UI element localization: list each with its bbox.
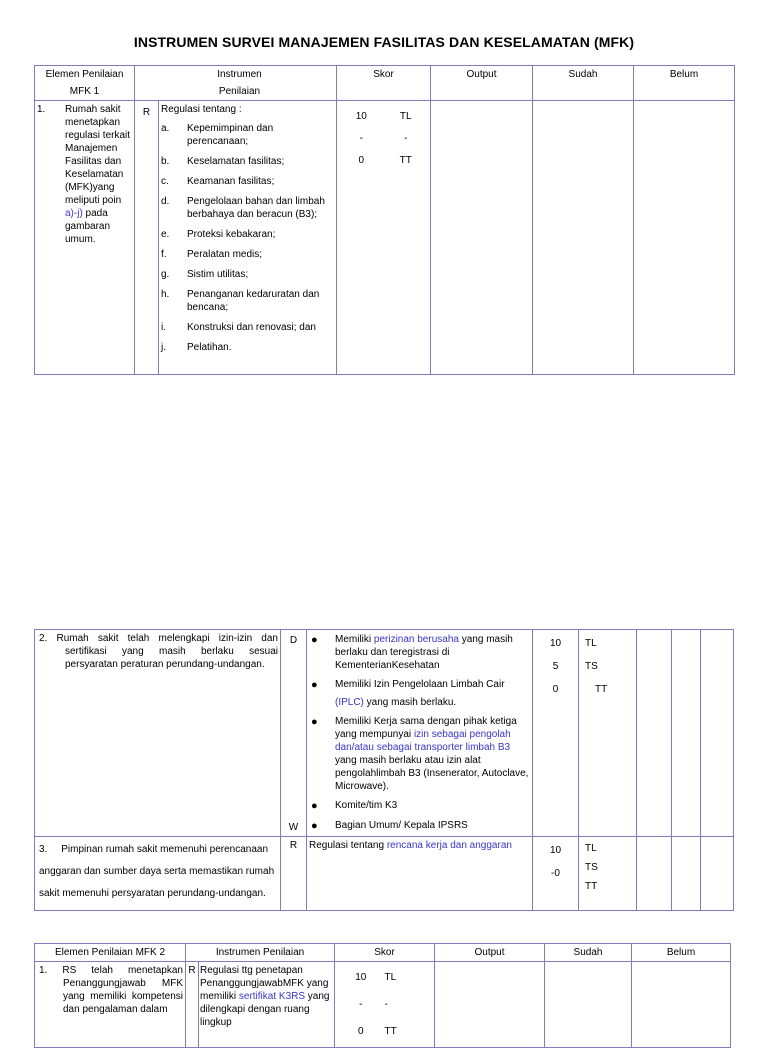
- header-output: Output: [431, 66, 533, 101]
- elemen-text: Pimpinan rumah sakit memenuhi perencanaan anggaran dan sumber daya serta memastikan rumah sakit memenuhi persyaratan perundang-undangan.: [39, 843, 275, 899]
- sudah-cell[interactable]: [533, 101, 634, 375]
- list-item: c. Keamanan fasilitas;: [161, 176, 275, 187]
- list-item: g. Sistim utilitas;: [161, 269, 249, 280]
- instrument-code: R: [135, 101, 159, 375]
- list-item: i. Konstruksi dan renovasi; dan: [161, 322, 316, 333]
- belum-cell[interactable]: [634, 101, 735, 375]
- table-row: [35, 836, 734, 910]
- elemen-cell: [37, 103, 132, 246]
- header-instrumen-sub: Penilaian: [218, 86, 261, 97]
- skor-labels: TL TS TT: [579, 630, 637, 837]
- list-item: d. Pengelolaan bahan dan limbah berbahaya dan beracun (B3);: [161, 196, 325, 220]
- header-sudah: Sudah: [545, 944, 632, 962]
- skor-values: 10 - 0 TL - TT: [355, 972, 397, 1037]
- header-belum: Belum: [634, 66, 735, 101]
- output-cell[interactable]: [431, 101, 533, 375]
- regulasi-text: Regulasi ttg penetapan PenanggungjawabMFK yang memiliki: [200, 965, 329, 1002]
- list-item: ● Bagian Umum/ Kepala IPSRS: [311, 820, 468, 833]
- header-belum: Belum: [632, 944, 731, 962]
- table-row: [35, 962, 731, 1048]
- table-row: [35, 630, 734, 837]
- skor-values: 10 5 0: [533, 630, 579, 837]
- skor-values: 10 - 0 TL - TT: [355, 111, 412, 166]
- regulasi-list: [161, 122, 334, 354]
- list-item: h. Penanganan kedaruratan dan bencana;: [161, 289, 320, 313]
- header-elemen: Elemen Penilaian: [45, 69, 124, 80]
- elemen-text: 1. RS telah menetapkan Penanggungjawab MFK yang memiliki kompetensi dan pengalaman dalam: [39, 965, 183, 1015]
- regulasi-text: Regulasi tentang: [309, 839, 387, 851]
- instrument-code-cell: [281, 630, 307, 837]
- list-item: ● Komite/tim K3: [311, 800, 398, 812]
- regulasi-text-end: yang dilengkapi dengan ruang lingkup: [200, 991, 330, 1028]
- output-cell[interactable]: [637, 630, 672, 837]
- elemen-text: 2. Rumah sakit telah melengkapi izin-izin dan sertifikasi yang masih berlaku sesuai persyaratan peraturan perundang-undangan.: [39, 633, 278, 670]
- belum-cell[interactable]: [701, 836, 734, 910]
- belum-cell[interactable]: [701, 630, 734, 837]
- skor-values: 10 -0: [533, 836, 579, 910]
- elemen-text: Rumah sakit menetapkan regulasi terkait Manajemen Fasilitas dan Keselamatan (MFK)yang meliputi poin: [65, 104, 131, 206]
- list-item: ● Memiliki Izin Pengelolaan Limbah Cair (IPLC) yang masih berlaku.: [311, 679, 505, 708]
- output-cell[interactable]: [435, 962, 545, 1048]
- regulasi-link[interactable]: sertifikat K3RS: [238, 991, 306, 1002]
- elemen-link[interactable]: a)-j): [65, 208, 83, 219]
- skor-labels: TL TS TT: [579, 836, 637, 910]
- mfk-table-2: [34, 629, 734, 911]
- instrument-code-w: W: [288, 821, 299, 833]
- sudah-cell[interactable]: [672, 630, 701, 837]
- sudah-cell[interactable]: [545, 962, 632, 1048]
- header-elemen-sub: MFK 1: [69, 86, 100, 97]
- table-row: [35, 101, 735, 375]
- output-cell[interactable]: [637, 836, 672, 910]
- header-sudah: Sudah: [533, 66, 634, 101]
- regulasi-link[interactable]: rencana kerja dan anggaran: [386, 839, 512, 851]
- list-item: j. Pelatihan.: [161, 342, 232, 353]
- row-number: 3.: [39, 843, 48, 855]
- elemen-text-end: pada gambaran umum.: [65, 208, 111, 245]
- row-number: 1.: [37, 104, 46, 115]
- regulasi-intro: Regulasi tentang :: [161, 104, 242, 115]
- header-instrumen: Instrumen: [217, 69, 262, 80]
- list-item: f. Peralatan medis;: [161, 249, 263, 260]
- list-item: a. Kepemimpinan dan perencanaan;: [161, 123, 274, 147]
- header-skor: Skor: [337, 66, 431, 101]
- instrument-code: R: [186, 962, 199, 1048]
- belum-cell[interactable]: [632, 962, 731, 1048]
- header-output: Output: [435, 944, 545, 962]
- instrument-code-d: D: [289, 635, 298, 646]
- mfk1-table: [34, 65, 735, 375]
- mfk2-table: [34, 943, 731, 1048]
- list-item: ● Memiliki perizinan berusaha yang masih berlaku dan teregistrasi di KementerianKesehatan: [311, 634, 513, 671]
- table-header-row: [35, 66, 735, 101]
- list-item: ● Memiliki Kerja sama dengan pihak ketiga yang mempunyai izin sebagai pengolah dan/atau sebagai transporter limbah B3 yang masih berlaku atau izin alat pengolahlimbah B3 (Insenerator, Autoclave, Microwave).: [311, 716, 529, 792]
- header-skor: Skor: [335, 944, 435, 962]
- header-elemen: Elemen Penilaian MFK 2: [35, 944, 186, 962]
- requirement-list: [309, 633, 530, 834]
- list-item: e. Proteksi kebakaran;: [161, 229, 276, 240]
- sudah-cell[interactable]: [672, 836, 701, 910]
- table-header-row: [35, 944, 731, 962]
- list-item: b. Keselamatan fasilitas;: [161, 156, 285, 167]
- instrument-code: R: [281, 836, 307, 910]
- header-instrumen: Instrumen Penilaian: [186, 944, 335, 962]
- page-title: INSTRUMEN SURVEI MANAJEMEN FASILITAS DAN KESELAMATAN (MFK): [133, 34, 635, 50]
